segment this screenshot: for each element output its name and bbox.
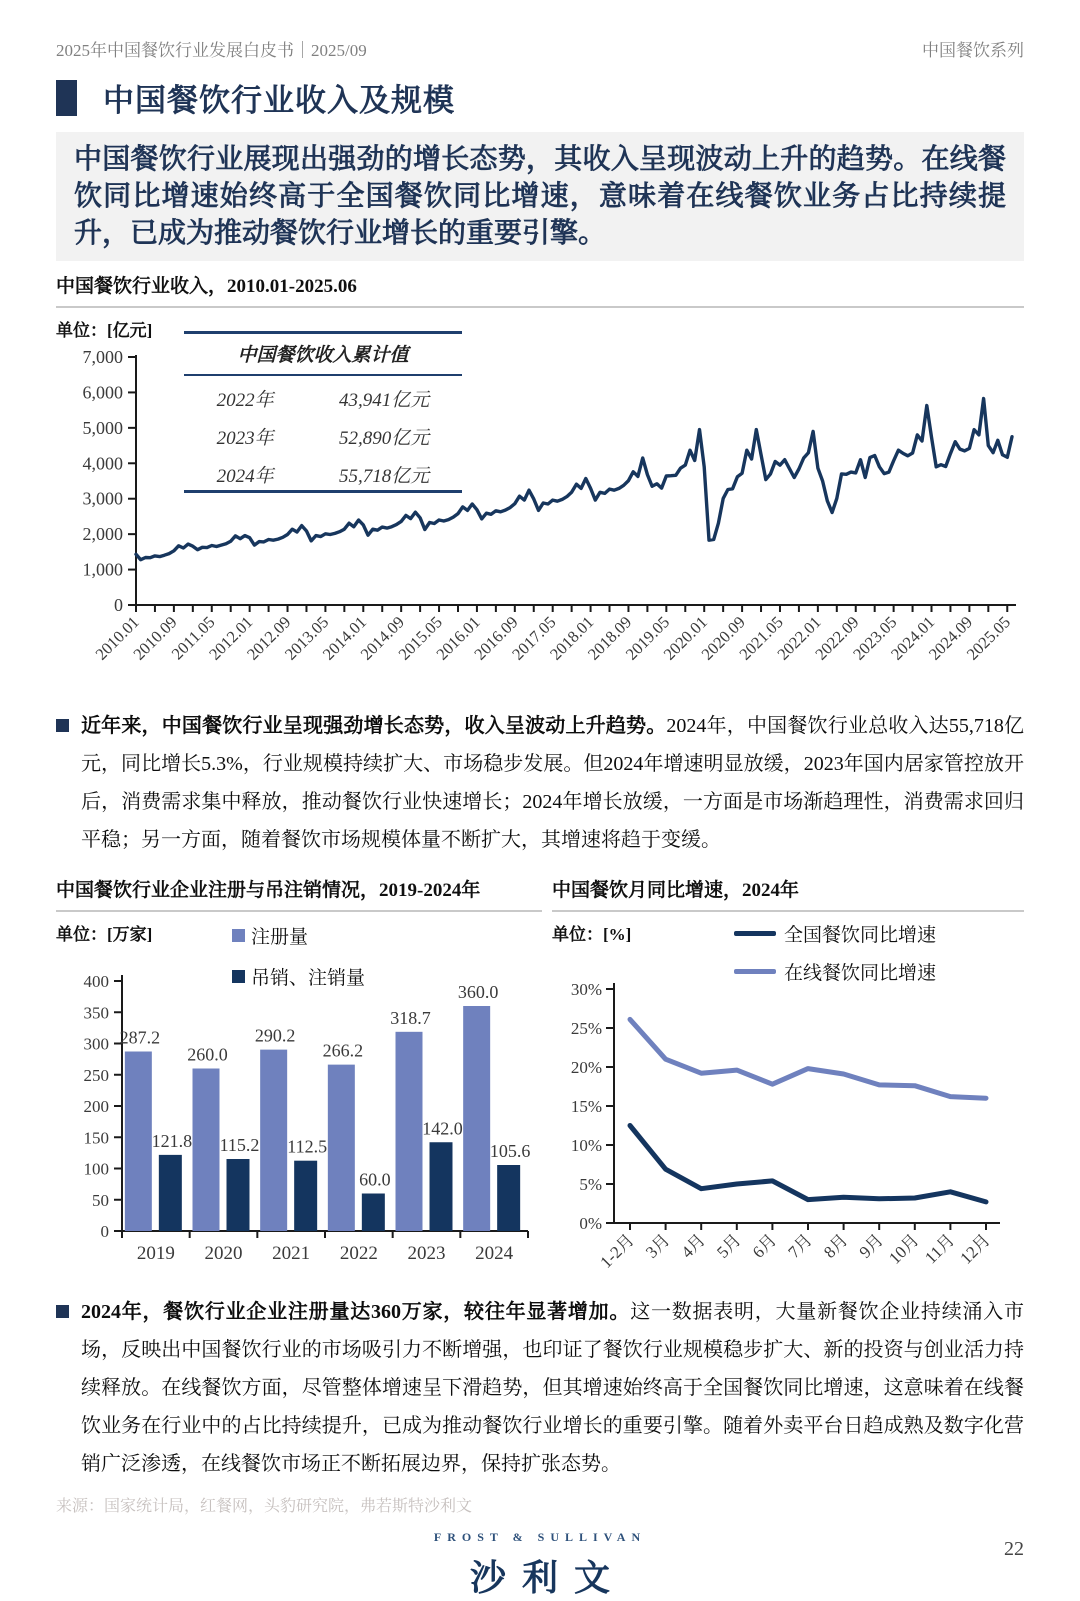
frost-sullivan-logo-cn: 沙利文 <box>469 1558 626 1598</box>
svg-text:0: 0 <box>114 595 123 615</box>
growth-chart-title: 中国餐饮月同比增速，2024年 <box>552 875 1024 912</box>
svg-text:250: 250 <box>83 1065 109 1085</box>
svg-text:5,000: 5,000 <box>82 417 123 438</box>
registration-chart <box>56 920 542 1277</box>
svg-text:287.2: 287.2 <box>119 1027 161 1048</box>
legend-item <box>232 963 365 990</box>
svg-text:4月: 4月 <box>677 1230 710 1262</box>
svg-text:150: 150 <box>83 1128 109 1148</box>
svg-text:2019: 2019 <box>136 1243 175 1264</box>
svg-text:2017.05: 2017.05 <box>508 612 560 664</box>
legend-line-online-icon <box>734 969 776 974</box>
svg-text:2,000: 2,000 <box>82 524 123 545</box>
growth-chart-block <box>552 875 1024 1277</box>
svg-text:121.8: 121.8 <box>151 1130 193 1151</box>
svg-text:3月: 3月 <box>641 1230 674 1262</box>
paragraph-body: 2024年，中国餐饮行业总收入达55,718亿元，同比增长5.3%，行业规模持续扩大、市场稳步发展。但2024年增速明显放缓，2023年国内居家管控放开后，消费需求集中释放，推动餐饮行业快速增长；2024年增长放缓，一方面是市场渐趋理性，消费需求回归平稳；另一方面，随着餐饮市场规模体量不断扩大，其增速将趋于变缓。 <box>81 715 1025 851</box>
legend-item <box>232 922 365 949</box>
svg-text:12月: 12月 <box>956 1230 994 1268</box>
svg-text:2010.09: 2010.09 <box>129 612 181 664</box>
frost-sullivan-logo-en: FROST & SULLIVAN <box>433 1530 647 1544</box>
cumulative-revenue-table <box>184 331 462 493</box>
paragraph-registration-analysis <box>56 1293 1024 1483</box>
svg-text:20%: 20% <box>570 1058 602 1077</box>
svg-text:3,000: 3,000 <box>82 488 123 509</box>
svg-text:7月: 7月 <box>784 1230 816 1262</box>
svg-text:2019.05: 2019.05 <box>621 612 674 664</box>
svg-text:260.0: 260.0 <box>187 1044 228 1065</box>
svg-text:1-2月: 1-2月 <box>596 1230 638 1272</box>
legend-label: 注册量 <box>251 927 309 948</box>
registration-chart-title: 中国餐饮行业企业注册与吊注销情况，2019-2024年 <box>56 875 542 912</box>
page-header <box>56 36 1024 61</box>
svg-text:2024.09: 2024.09 <box>924 612 977 664</box>
revenue-chart-title: 中国餐饮行业收入，2010.01-2025.06 <box>56 271 1024 308</box>
svg-text:11月: 11月 <box>921 1230 959 1268</box>
svg-text:10月: 10月 <box>885 1230 923 1268</box>
growth-chart-unit: 单位：[%] <box>552 925 632 944</box>
svg-text:2018.09: 2018.09 <box>583 612 636 664</box>
dual-chart-section <box>56 875 1024 1277</box>
svg-text:200: 200 <box>83 1097 109 1116</box>
legend-item <box>734 920 936 947</box>
svg-text:100: 100 <box>83 1159 109 1179</box>
table-year: 2024年 <box>216 466 274 487</box>
paragraph-body: 这一数据表明，大量新餐饮企业持续涌入市场，反映出中国餐饮行业的市场吸引力不断增强，也印证了餐饮行业规模稳步扩大、新的投资与创业活力持续释放。在线餐饮方面，尽管整体增速呈下滑趋势，但其增速始终高于全国餐饮同比增速，这意味着在线餐饮业务在行业中的占比持续提升，已成为推动餐饮行业增长的重要引擎。随着外卖平台日趋成熟及数字化营销广泛渗透，在线餐饮市场正不断拓展边界，保持扩张态势。 <box>81 1301 1025 1475</box>
svg-text:2018.01: 2018.01 <box>546 612 598 664</box>
svg-text:105.6: 105.6 <box>489 1141 531 1161</box>
bullet-square-icon <box>56 719 69 732</box>
page-number: 22 <box>1004 1538 1024 1560</box>
svg-text:2016.01: 2016.01 <box>432 612 484 664</box>
legend-line-national-icon <box>734 931 776 936</box>
svg-text:0%: 0% <box>579 1214 602 1233</box>
svg-text:8月: 8月 <box>819 1230 852 1262</box>
svg-text:4,000: 4,000 <box>82 453 123 474</box>
page-title: 中国餐饮行业收入及规模 <box>103 83 455 118</box>
svg-text:142.0: 142.0 <box>422 1118 463 1139</box>
svg-text:50: 50 <box>92 1190 109 1210</box>
table-row <box>184 452 462 490</box>
table-row <box>184 376 462 414</box>
bullet-square-icon <box>56 1305 69 1318</box>
svg-text:2024: 2024 <box>475 1243 514 1264</box>
svg-text:5月: 5月 <box>713 1230 745 1262</box>
svg-text:318.7: 318.7 <box>390 1007 431 1028</box>
svg-text:9月: 9月 <box>855 1230 888 1262</box>
revenue-chart <box>56 343 1024 691</box>
svg-text:2012.09: 2012.09 <box>242 612 295 664</box>
svg-text:2012.01: 2012.01 <box>205 612 257 664</box>
legend-label: 全国餐饮同比增速 <box>784 925 937 946</box>
svg-text:2013.05: 2013.05 <box>280 612 333 664</box>
svg-text:2025.05: 2025.05 <box>962 612 1015 664</box>
registration-chart-block <box>56 875 542 1277</box>
paragraph-revenue-analysis <box>56 707 1024 859</box>
legend-item <box>734 958 936 985</box>
registration-chart-unit: 单位：[万家] <box>56 925 153 944</box>
table-value: 52,890亿元 <box>339 428 430 449</box>
svg-text:1,000: 1,000 <box>82 559 123 580</box>
svg-text:2020: 2020 <box>204 1243 243 1264</box>
title-square-icon <box>56 80 77 116</box>
svg-text:2020.01: 2020.01 <box>659 612 712 664</box>
svg-text:2021: 2021 <box>272 1243 311 1264</box>
svg-text:266.2: 266.2 <box>322 1040 364 1061</box>
registration-legend <box>232 922 365 1004</box>
highlight-summary: 中国餐饮行业展现出强劲的增长态势，其收入呈现波动上升的趋势。在线餐饮同比增速始终高于全国餐饮同比增速，意味着在线餐饮业务占比持续提升，已成为推动餐饮行业增长的重要引擎。 <box>56 132 1024 261</box>
table-year: 2023年 <box>216 428 274 449</box>
growth-legend <box>734 920 936 996</box>
svg-text:2021.05: 2021.05 <box>735 612 787 664</box>
svg-text:5%: 5% <box>579 1175 602 1194</box>
svg-text:360.0: 360.0 <box>457 982 499 1002</box>
svg-text:10%: 10% <box>570 1136 602 1155</box>
svg-text:30%: 30% <box>570 980 602 999</box>
svg-text:2016.09: 2016.09 <box>470 612 522 664</box>
table-value: 55,718亿元 <box>339 466 430 487</box>
svg-text:2022.09: 2022.09 <box>811 612 863 664</box>
svg-text:0: 0 <box>100 1222 109 1241</box>
title-row <box>56 75 1024 120</box>
revenue-chart-unit: 单位：[亿元] <box>56 321 153 340</box>
svg-text:2015.05: 2015.05 <box>394 612 446 664</box>
paragraph-bold-lead: 2024年，餐饮行业企业注册量达360万家，较往年显著增加。 <box>81 1301 631 1323</box>
table-year: 2022年 <box>216 390 274 411</box>
legend-label: 在线餐饮同比增速 <box>784 963 937 984</box>
header-right-text: 中国餐饮系列 <box>922 41 1024 60</box>
svg-text:2011.05: 2011.05 <box>167 612 219 664</box>
legend-swatch-registrations-icon <box>232 929 245 942</box>
svg-text:350: 350 <box>83 1003 109 1023</box>
svg-text:2022.01: 2022.01 <box>773 612 825 664</box>
svg-text:290.2: 290.2 <box>254 1025 296 1046</box>
svg-text:60.0: 60.0 <box>359 1169 391 1190</box>
table-title: 中国餐饮收入累计值 <box>184 334 462 376</box>
svg-text:15%: 15% <box>570 1097 602 1116</box>
table-row <box>184 414 462 452</box>
svg-text:2010.01: 2010.01 <box>91 612 143 664</box>
svg-text:2022: 2022 <box>339 1243 378 1264</box>
svg-text:112.5: 112.5 <box>287 1136 328 1157</box>
svg-text:6月: 6月 <box>748 1230 781 1262</box>
table-value: 43,941亿元 <box>339 390 430 411</box>
svg-text:25%: 25% <box>570 1019 602 1038</box>
svg-text:300: 300 <box>83 1034 109 1054</box>
legend-swatch-cancellations-icon <box>232 970 245 983</box>
svg-text:7,000: 7,000 <box>82 347 123 367</box>
svg-text:2014.09: 2014.09 <box>356 612 408 664</box>
page-footer <box>56 1530 1024 1601</box>
svg-text:2024.01: 2024.01 <box>886 612 939 664</box>
growth-line-chart <box>552 947 1024 1277</box>
header-left-text: 2025年中国餐饮行业发展白皮书｜2025/09 <box>56 41 367 60</box>
svg-text:2020.09: 2020.09 <box>697 612 749 664</box>
svg-text:2023: 2023 <box>407 1243 446 1264</box>
legend-label: 吊销、注销量 <box>251 968 366 989</box>
svg-text:115.2: 115.2 <box>219 1135 260 1155</box>
source-note: 来源：国家统计局，红餐网，头豹研究院，弗若斯特沙利文 <box>56 1498 473 1515</box>
svg-text:2023.05: 2023.05 <box>849 612 901 664</box>
svg-text:2014.01: 2014.01 <box>318 612 371 664</box>
revenue-chart-section <box>56 271 1024 691</box>
paragraph-bold-lead: 近年来，中国餐饮行业呈现强劲增长态势，收入呈波动上升趋势。 <box>81 715 667 737</box>
svg-text:400: 400 <box>83 972 109 991</box>
growth-chart <box>552 920 1024 1277</box>
svg-text:6,000: 6,000 <box>82 382 123 403</box>
